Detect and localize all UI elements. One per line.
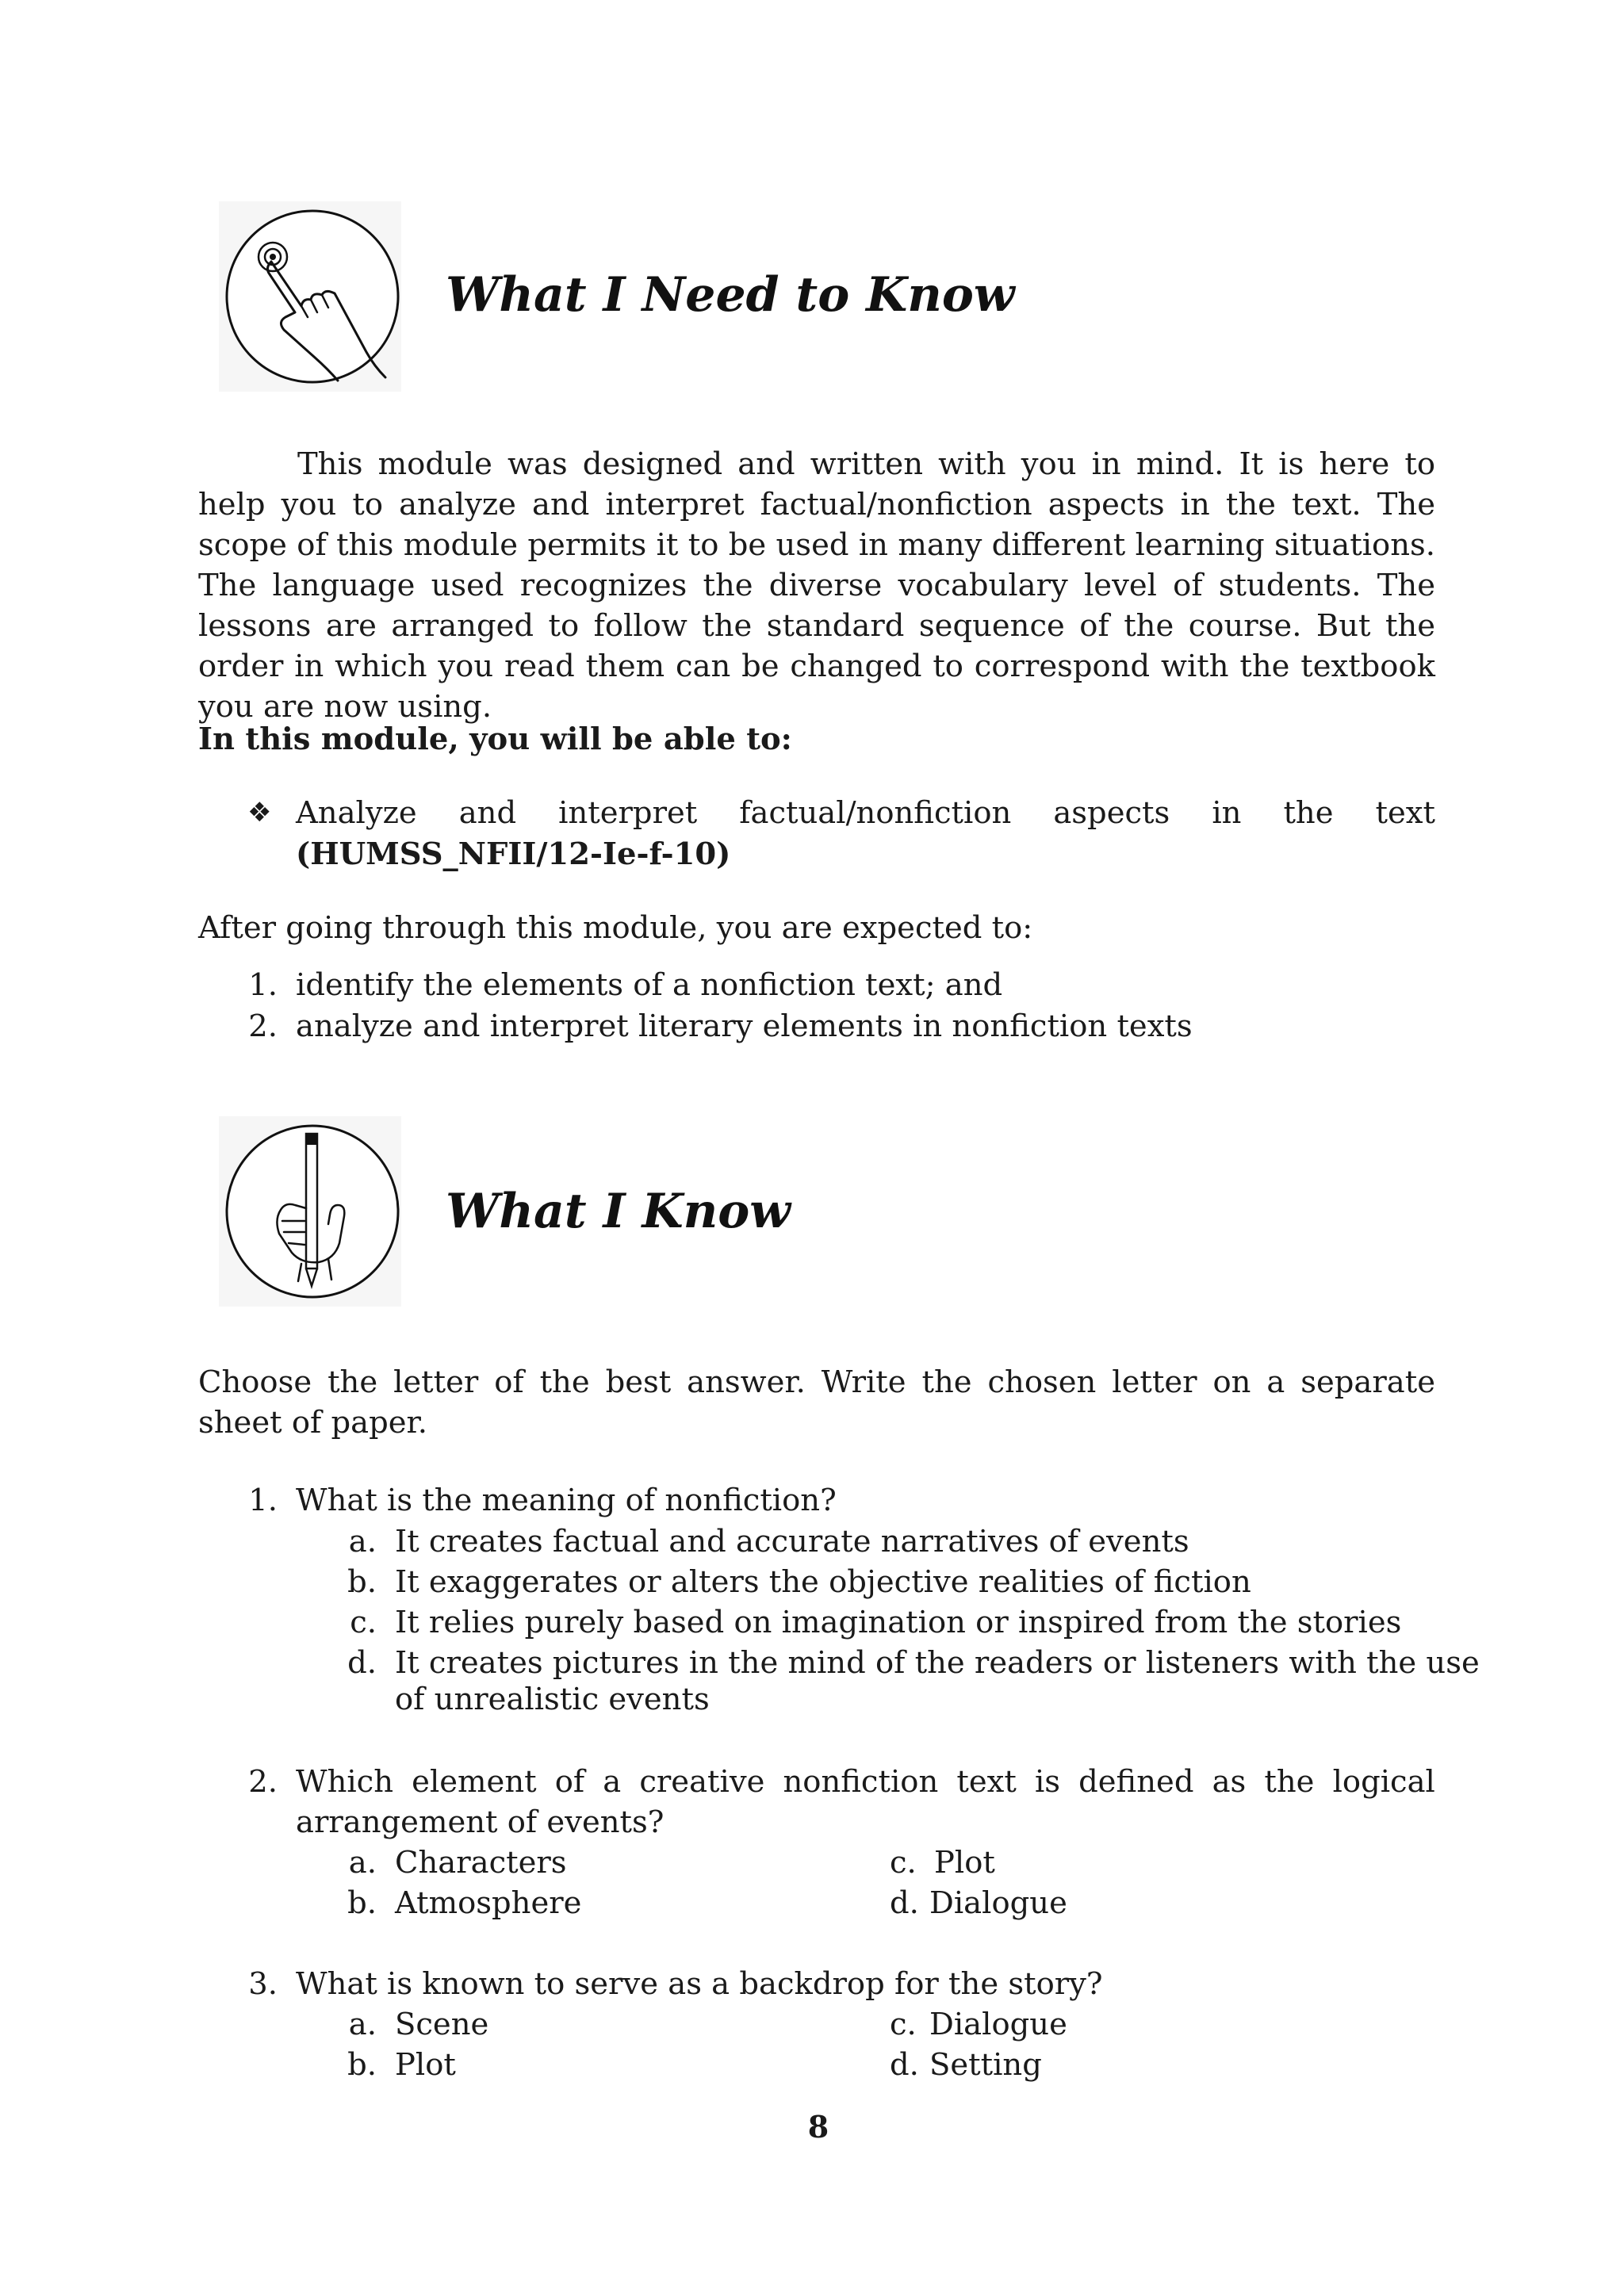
question-text-continuation: arrangement of events? — [296, 1804, 665, 1840]
option-letter: c. — [890, 2007, 917, 2042]
question-text: What is the meaning of nonfiction? — [296, 1483, 837, 1518]
option-text: It creates factual and accurate narratives of events — [395, 1524, 1189, 1559]
option-text: It exaggerates or alters the objective realities of fiction — [395, 1564, 1251, 1600]
question-word: defined — [1078, 1764, 1194, 1800]
competency-word: aspects — [1053, 795, 1170, 831]
option-text: Plot — [395, 2047, 456, 2083]
competency-word: text — [1375, 795, 1435, 831]
competency-word: the — [1283, 795, 1334, 831]
question-word: logical — [1332, 1764, 1435, 1800]
option-text: Setting — [929, 2047, 1042, 2083]
question-number: 3. — [248, 1966, 278, 2002]
question-word: Which — [296, 1764, 394, 1800]
option-letter: d. — [890, 1885, 919, 1921]
objective-number: 1. — [248, 967, 278, 1003]
intro-paragraph — [198, 444, 1435, 727]
hand-holding-pencil-icon — [219, 1116, 401, 1307]
question-number: 1. — [248, 1483, 278, 1518]
question-text-line — [296, 1764, 1435, 1800]
option-letter: b. — [347, 2047, 377, 2083]
competency-word: and — [458, 795, 517, 831]
objective-text: identify the elements of a nonfiction text; and — [296, 967, 1003, 1003]
option-text: Scene — [395, 2007, 489, 2042]
competency-word: in — [1212, 795, 1242, 831]
option-letter: a. — [348, 2007, 377, 2042]
question-word: is — [1034, 1764, 1061, 1800]
competency-code: (HUMSS_NFII/12-Ie-f-10) — [296, 836, 731, 872]
option-letter: c. — [890, 1845, 917, 1881]
option-text: It relies purely based on imagination or inspired from the stories — [395, 1605, 1402, 1640]
option-letter: b. — [347, 1564, 377, 1600]
option-text: Atmosphere — [395, 1885, 582, 1921]
option-text: Dialogue — [929, 1885, 1067, 1921]
question-word: as — [1212, 1764, 1247, 1800]
question-word: the — [1264, 1764, 1315, 1800]
option-text-continuation: of unrealistic events — [395, 1682, 710, 1717]
question-text: What is known to serve as a backdrop for the story? — [296, 1966, 1103, 2002]
question-word: a — [603, 1764, 622, 1800]
question-word: nonfiction — [783, 1764, 939, 1800]
option-text: Plot — [934, 1845, 995, 1881]
competency-word: Analyze — [296, 795, 417, 831]
question-word: creative — [639, 1764, 765, 1800]
objective-number: 2. — [248, 1008, 278, 1044]
option-text: It creates pictures in the mind of the readers or listeners with the use — [395, 1645, 1480, 1681]
question-word: text — [956, 1764, 1017, 1800]
competency-word: interpret — [558, 795, 698, 831]
section-title-what-i-know: What I Know — [446, 1184, 791, 1239]
option-letter: c. — [350, 1605, 377, 1640]
option-text: Dialogue — [929, 2007, 1067, 2042]
intro-text: This module was designed and written with you in mind. It is here to help you to analyze and interpret factual/nonfiction aspects in the text. The scope of this module permits it to be used in many different learning situations. The language used recognizes the diverse vocabulary level of students. The lessons are arranged to follow the standard sequence of the course. But the order in which you read them can be changed to correspond with the textbook you are now using. — [198, 446, 1435, 725]
able-heading: In this module, you will be able to: — [198, 721, 792, 757]
question-word: of — [554, 1764, 585, 1800]
option-letter: d. — [890, 2047, 919, 2083]
objective-text: analyze and interpret literary elements in nonfiction texts — [296, 1008, 1193, 1044]
expected-heading: After going through this module, you are expected to: — [198, 910, 1033, 946]
hand-pointing-icon — [219, 201, 401, 392]
section-title-what-i-need-to-know: What I Need to Know — [446, 267, 1015, 323]
bullet-diamond-icon: ❖ — [247, 797, 272, 828]
option-letter: d. — [347, 1645, 377, 1681]
competency-word: factual/nonfiction — [739, 795, 1012, 831]
competency-line — [296, 795, 1435, 831]
option-text: Characters — [395, 1845, 567, 1881]
option-letter: a. — [348, 1524, 377, 1559]
instructions-text: Choose the letter of the best answer. Write the chosen letter on a separate sheet of paper. — [198, 1364, 1435, 1441]
question-word: element — [412, 1764, 537, 1800]
option-letter: b. — [347, 1885, 377, 1921]
question-number: 2. — [248, 1764, 278, 1800]
instructions-paragraph — [198, 1362, 1435, 1443]
option-letter: a. — [348, 1845, 377, 1881]
page-number: 8 — [807, 2109, 829, 2145]
